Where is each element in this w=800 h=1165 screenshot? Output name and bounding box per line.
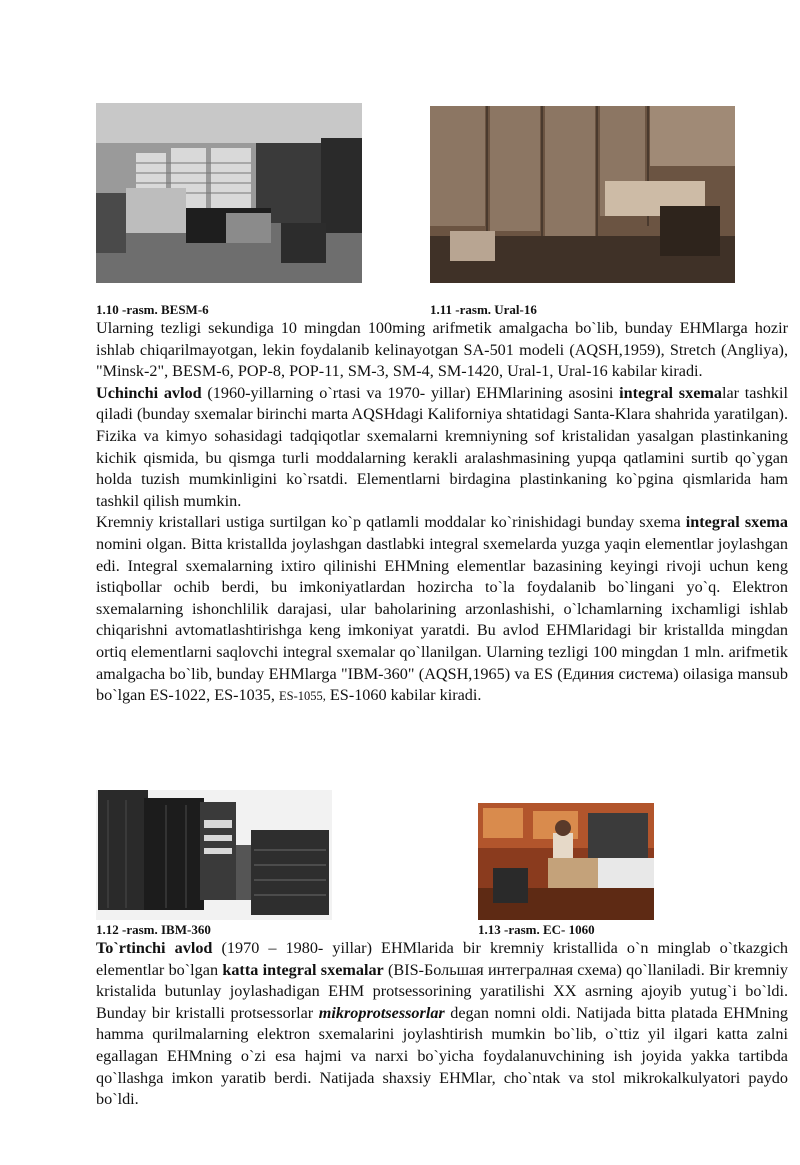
ec1060-caption: 1.13 -rasm. EC- 1060 [478,922,595,937]
bold-text: integral sxema [619,383,722,402]
paragraph-text: degan nomni oldi. Natijada bitta platada EHMning hamma qurilmalarning elektron sxemalarini joylashtirish mumkin bo`lib, o`ttiz yil ilgari katta zalni egallagan EHMning o`zi esa hajmi va narxi bo`yicha foydalanuvchining ish joyida yakka tartibda qo`llashga imkon yaratib berdi. Natijada shaxsiy EHMlar, cho`ntak va stol mikrokalkulyatori paydo bo`ldi. [96,1003,789,1109]
paragraph-3 [96,512,788,707]
paragraph-1: Ularning tezligi sekundiga 10 mingdan 100ming arifmetik amalgacha bo`lib, bunday EHMlarga hozir ishlab chiqarilmayotgan, lekin foydalanib kelinayotgan SA-501 modeli (AQSH,1959), Stretch (Angliya), "Minsk-2", BESM-6, POP-8, POP-11, SM-3, SM-4, SM-1420, Ural-1, Ural-16 kabilar kiradi. [96,319,788,381]
body-text-top [96,318,788,708]
paragraph-text: (1970 – 1980- yillar) EHMlarida bir kremniy kristallida o`n minglab o`tkazgich elementlar bo`lgan [96,939,788,979]
ibm360-photo [96,790,332,920]
paragraph-text: (1960-yillarning o`rtasi va 1970- yillar) EHMlarining asosini [201,383,620,402]
ec1060-photo [478,803,654,920]
bold-italic-text: mikroprotsessorlar [318,1003,445,1022]
bold-text: To`rtinchi avlod [96,939,213,957]
body-text-bottom [96,938,788,1111]
bold-text: Uchinchi avlod [96,383,202,402]
paragraph-2 [96,383,788,513]
ural16-photo [430,106,735,283]
paragraph-text: ES-1060 kabilar kiradi. [325,686,482,705]
bold-text: integral sxema [685,513,789,532]
small-text: ES-1055, [279,689,326,704]
besm6-photo [96,103,362,283]
ural16-caption: 1.11 -rasm. Ural-16 [430,302,537,317]
paragraph-text: (BIS-Большая интегралная схема) qo`llaniladi. Bir kremniy kristalida butunlay joylashadigan EHM protsessorining yaratilishi XX asrning ajoyib yutug`i bo`ldi. Bunday bir kristalli protsessorlar [96,960,789,1022]
paragraph-4 [96,938,788,1111]
paragraph-text: nomini olgan. Bitta kristallda joylashgan dastlabki integral sxemelarda yuzga yaqin elementlar joylashgan edi. Integral sxemalarning ixtiro qilinishi EHMning elementlar bazasining keyingi rivoji uchun keng istiqbollar ochib berdi, bu imkoniyatlardan hozircha to`la foydalanib bo`lingani yo`q. Elektron sxemalarning ishonchlilik darajasi, ular baholarining arzonlashishi, o`lchamlarning ixchamligi ishlab chiqarishni avtomatlashtirishga keng imkoniyat yaratdi. Bu avlod EHMlaridagi bir kristallda mingdan ortiq elementlarni saqlovchi integral sxemalar qo`llanilgan. Ularning tezligi 100 mingdan 1 mln. arifmetik amalgacha bo`lib, bunday EHMlarga "IBM-360" (AQSH,1965) va ES (Единия система) oilasiga mansub bo`lgan ES-1022, ES-1035, [96,534,788,705]
ibm360-caption: 1.12 -rasm. IBM-360 [96,922,211,937]
paragraph-text: lar tashkil qiladi (bunday sxemalar birinchi marta AQSHdagi Kaliforniya shtatidagi Santa-Klara shahrida yaratilgan). Fizika va kimyo sohasidagi tadqiqotlar sxemalarni kremniyning sof kristalidan yasalgan plastinkaning kichik qismida, bu qismga turli moddalarning kerakli aralashmasining yupqa qatlamini surtib qo`ygan holda tuzish mumkinligini ko`rsatdi. Elementlarni birdagina plastinkaning ko`pgina qismlarida ham tashkil qilish mumkin. [96,383,788,510]
bold-text: katta integral sxemalar [222,960,384,979]
besm6-caption: 1.10 -rasm. BESM-6 [96,302,209,317]
paragraph-text: Kremniy kristallari ustiga surtilgan ko`p qatlamli moddalar ko`rinishidagi bunday sxema [96,513,686,532]
